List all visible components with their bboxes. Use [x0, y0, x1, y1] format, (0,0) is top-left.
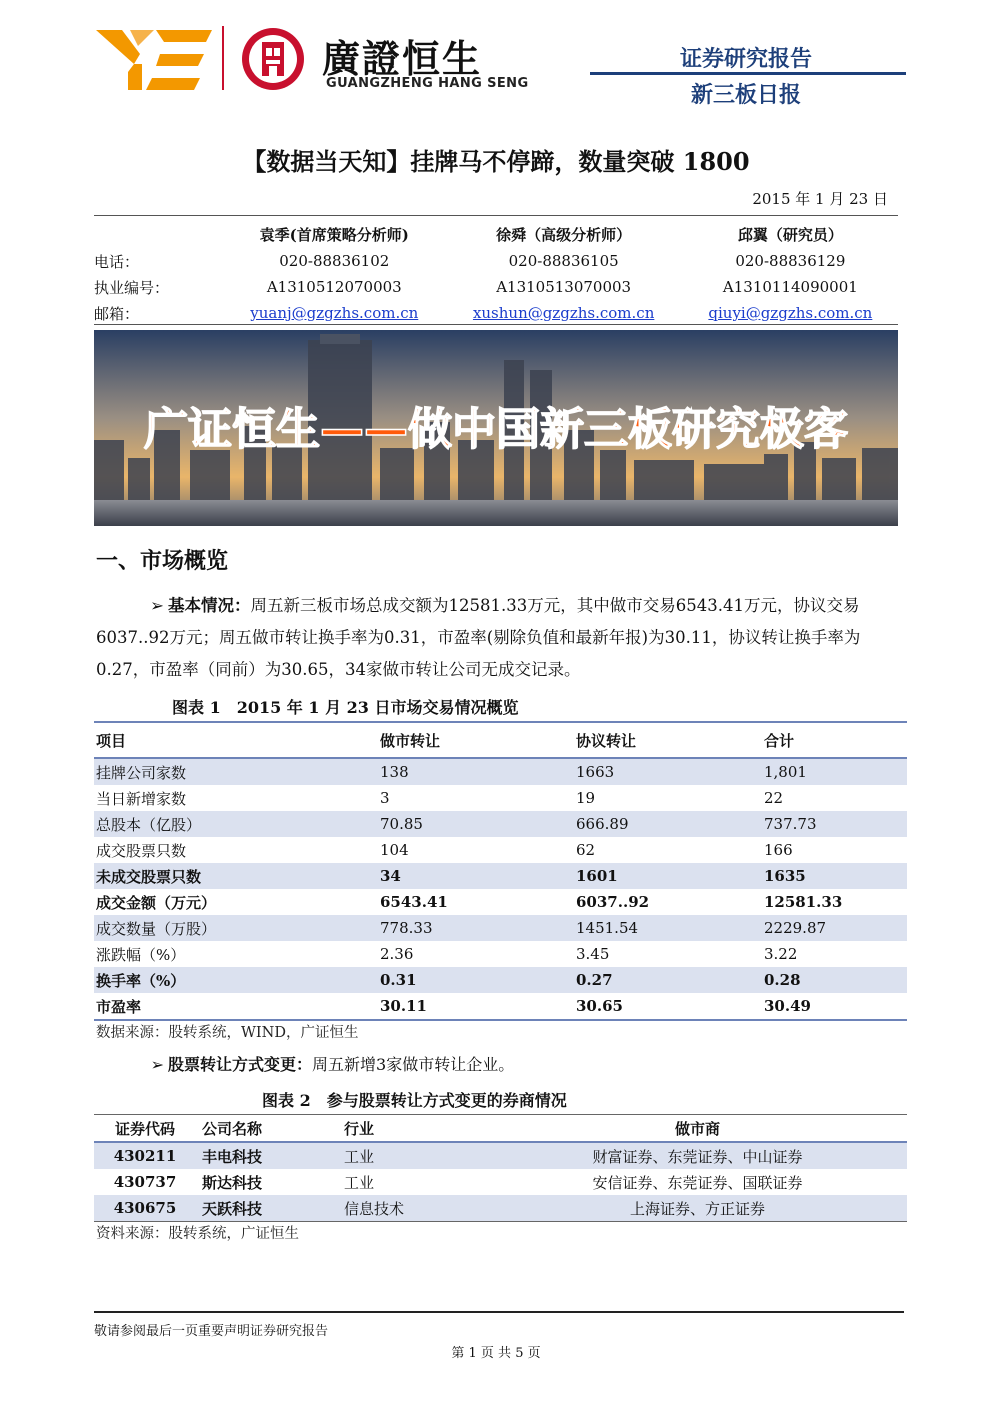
- table-header-row: [94, 1115, 907, 1143]
- basic-info-text: 周五新三板市场总成交额为12581.33万元，其中做市交易6543.41万元，协议交易6037..92万元；周五做市转让换手率为0.31，市盈率(剔除负值和最新年报)为30.11，协议转让换手率为0.27，市盈率（同前）为30.65，34家做市转让公司无成交记录。: [96, 596, 861, 679]
- table-cell: 1663: [574, 758, 762, 785]
- report-date: 2015 年 1 月 23 日: [752, 190, 888, 208]
- table-cell: 22: [764, 789, 784, 807]
- row-label: 未成交股票只数: [94, 863, 378, 889]
- analyst-rule: [94, 324, 898, 325]
- table-header-row: [94, 722, 907, 758]
- brand-name-cn: 廣證恒生: [322, 37, 483, 81]
- row-label: 换手率（%）: [94, 967, 378, 993]
- report-type: 证券研究报告: [679, 47, 812, 72]
- table-cell: 3: [380, 789, 390, 807]
- table-row: [94, 863, 907, 889]
- row-label: 挂牌公司家数: [94, 758, 378, 785]
- column-header: 协议转让: [574, 722, 762, 758]
- table-cell: 2.36: [380, 945, 414, 963]
- analyst-table: [94, 220, 898, 326]
- table-cell: 1601: [574, 863, 762, 889]
- table-row: [94, 785, 907, 811]
- table-cell: 70.85: [378, 811, 574, 837]
- license-label: 执业编号：: [94, 278, 170, 297]
- analyst-phone: 020-88836105: [508, 252, 619, 270]
- row-label: 当日新增家数: [96, 789, 187, 808]
- table-cell: 12581.33: [764, 893, 843, 911]
- transfer-change-table: [94, 1114, 907, 1222]
- table-row: [94, 837, 907, 863]
- table-row: [94, 941, 907, 967]
- industry: 工业: [344, 1173, 375, 1192]
- table-cell: 1451.54: [574, 915, 762, 941]
- page-number: 第 1 页 共 5 页: [451, 1346, 541, 1361]
- table-cell: 19: [576, 789, 596, 807]
- table-cell: 737.73: [762, 811, 907, 837]
- analyst-name: 徐舜（高级分析师）: [496, 225, 632, 244]
- header-divider: [590, 72, 906, 75]
- company-name: 斯达科技: [202, 1173, 263, 1192]
- analyst-phone: 020-88836129: [735, 252, 846, 270]
- report-subtype: 新三板日报: [690, 83, 801, 108]
- table-cell: 34: [378, 863, 574, 889]
- row-label: 成交金额（万元）: [96, 893, 217, 912]
- analyst-phone: 020-88836102: [279, 252, 390, 270]
- arrow-bullet-icon: ➢: [150, 596, 164, 615]
- table-row: [94, 1169, 907, 1195]
- table-row: [94, 1142, 907, 1169]
- logo-separator: [222, 26, 224, 90]
- title-rule: [94, 215, 898, 216]
- table-row: [94, 811, 907, 837]
- table-cell: 104: [380, 841, 409, 859]
- table-cell: 6037..92: [576, 893, 650, 911]
- market-makers: 上海证券、方正证券: [488, 1195, 907, 1222]
- table-row: [94, 758, 907, 785]
- table-cell: 0.28: [762, 967, 907, 993]
- security-code: 430211: [94, 1142, 196, 1169]
- analyst-license: A1310114090001: [722, 278, 858, 296]
- transfer-text: 周五新增3家做市转让企业。: [312, 1055, 515, 1074]
- column-header: 合计: [762, 722, 907, 758]
- email-label: 邮箱：: [94, 304, 140, 323]
- column-header: 做市商: [488, 1115, 907, 1143]
- analyst-license: A1310513070003: [496, 278, 632, 296]
- industry: 工业: [304, 1142, 488, 1169]
- table-row: [94, 915, 907, 941]
- table2-caption: 图表 2 参与股票转让方式变更的券商情况: [262, 1091, 567, 1110]
- transfer-label: 股票转让方式变更：: [168, 1055, 313, 1074]
- footer-rule: [94, 1311, 904, 1313]
- market-overview-table: [94, 721, 907, 1021]
- table-cell: 0.31: [378, 967, 574, 993]
- table1-caption: 图表 1 2015 年 1 月 23 日市场交易情况概览: [172, 698, 519, 717]
- table-cell: 30.11: [378, 993, 574, 1020]
- table-cell: 30.65: [574, 993, 762, 1020]
- basic-info-label: 基本情况：: [168, 596, 251, 615]
- row-label: 成交数量（万股）: [94, 915, 378, 941]
- column-header: 证券代码: [94, 1115, 196, 1143]
- phone-label: 电话：: [94, 252, 140, 271]
- company-name: 天跃科技: [196, 1195, 304, 1222]
- table1-source: 数据来源：股转系统，WIND，广证恒生: [96, 1025, 359, 1041]
- table-cell: 778.33: [378, 915, 574, 941]
- report-title: 【数据当天知】挂牌马不停蹄，数量突破 1800: [242, 147, 750, 176]
- analyst-license: A1310512070003: [266, 278, 402, 296]
- footer-disclaimer: 敬请参阅最后一页重要声明证券研究报告: [94, 1324, 329, 1339]
- table-cell: 166: [764, 841, 793, 859]
- row-label: 市盈率: [94, 993, 378, 1020]
- section-heading: 一、市场概览: [96, 548, 229, 574]
- table-cell: 138: [378, 758, 574, 785]
- table-row: [94, 993, 907, 1020]
- table-cell: 2229.87: [762, 915, 907, 941]
- table-cell: 0.27: [574, 967, 762, 993]
- market-makers: 财富证券、东莞证券、中山证券: [488, 1142, 907, 1169]
- column-header: 项目: [94, 722, 378, 758]
- city-skyline-banner: [94, 330, 898, 526]
- row-label: 涨跌幅（%）: [96, 945, 186, 964]
- table2-source: 资料来源：股转系统，广证恒生: [96, 1226, 299, 1242]
- arrow-bullet-icon: ➢: [150, 1055, 164, 1074]
- table-cell: 62: [576, 841, 596, 859]
- table-row: [94, 1195, 907, 1222]
- table-cell: 666.89: [574, 811, 762, 837]
- security-code: 430737: [113, 1173, 177, 1191]
- analyst-email-link[interactable]: xushun@gzgzhs.com.cn: [472, 304, 655, 322]
- table-cell: 30.49: [762, 993, 907, 1020]
- industry: 信息技术: [304, 1195, 488, 1222]
- analyst-name: 袁季(首席策略分析师): [259, 225, 409, 244]
- company-name: 丰电科技: [196, 1142, 304, 1169]
- analyst-email-link[interactable]: yuanj@gzgzhs.com.cn: [250, 304, 419, 322]
- analyst-name: 邱翼（研究员）: [737, 225, 843, 244]
- table-cell: 1635: [762, 863, 907, 889]
- table-cell: 3.22: [764, 945, 798, 963]
- security-code: 430675: [94, 1195, 196, 1222]
- row-label: 成交股票只数: [96, 841, 187, 860]
- banner-slogan: 广证恒生——做中国新三板研究极客: [144, 404, 848, 455]
- analyst-email-link[interactable]: qiuyi@gzgzhs.com.cn: [708, 304, 873, 322]
- column-header: 公司名称: [196, 1115, 304, 1143]
- table-row: [94, 967, 907, 993]
- brand-name-en: GUANGZHENG HANG SENG: [326, 76, 529, 91]
- column-header: 做市转让: [378, 722, 574, 758]
- basic-info-paragraph: [96, 590, 902, 686]
- ye-logo-icon: [96, 24, 212, 94]
- table-cell: 6543.41: [380, 893, 448, 911]
- market-makers: 安信证券、东莞证券、国联证券: [592, 1173, 803, 1192]
- table-row: [94, 889, 907, 915]
- table-cell: 3.45: [576, 945, 610, 963]
- table-cell: 1,801: [762, 758, 907, 785]
- transfer-paragraph: [96, 1049, 902, 1081]
- row-label: 总股本（亿股）: [94, 811, 378, 837]
- seal-logo-icon: [240, 26, 306, 92]
- column-header: 行业: [304, 1115, 488, 1143]
